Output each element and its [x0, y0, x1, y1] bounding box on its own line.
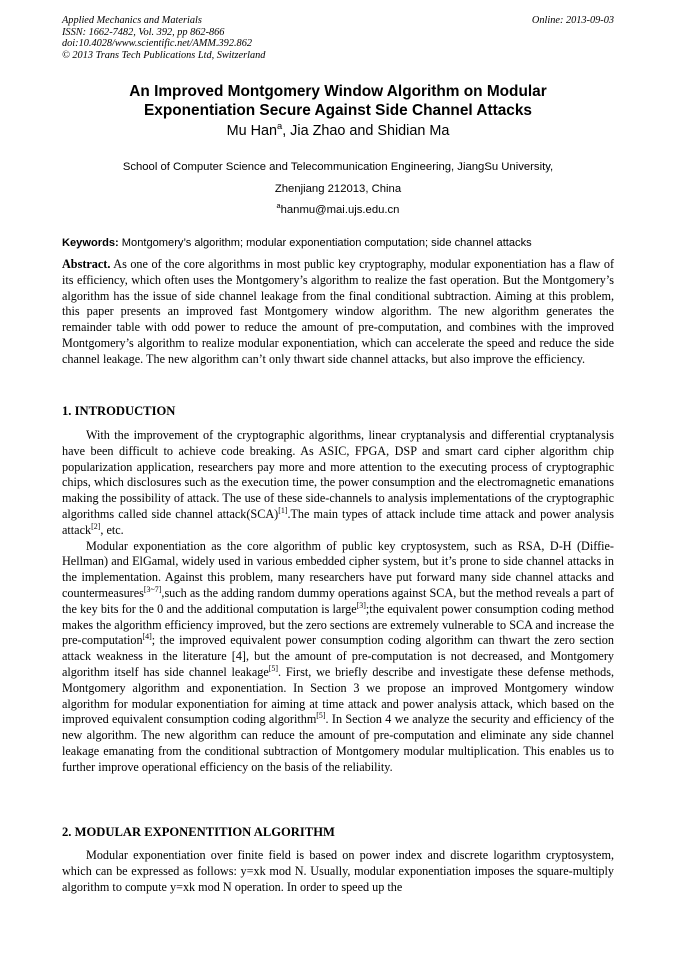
journal-name: Applied Mechanics and Materials [62, 15, 202, 26]
email-mark: a [276, 201, 281, 211]
intro-p2-text-c: ;the equivalent power consumption coding method makes the algorithm efficiency improved, but the zero sections are extremely vulnerable to SCA and increase the pre-computation [62, 601, 614, 648]
abstract [62, 257, 614, 368]
issn-line: ISSN: 1662-7482, Vol. 392, pp 862-866 [62, 26, 225, 38]
modular-exponentiation-body [62, 848, 614, 895]
citation-ref: [1] [278, 505, 288, 515]
intro-p2-text-f: . In Section 4 we analyze the security and efficiency of the new algorithm. The new algorithm can reduce the amount of pre-computation and eliminate any side channel leakage emanating from the conditional subtraction of Montgomery modular multiplication. This enables us to further improve operational efficiency on the basis of the reliability. [62, 712, 614, 774]
intro-paragraph-2 [62, 539, 614, 776]
online-date: Online: 2013-09-03 [531, 15, 614, 26]
section-heading-modular-exponentiation: 2. MODULAR EXPONENTITION ALGORITHM [62, 825, 335, 839]
citation-ref: [4] [142, 632, 152, 642]
affiliation-line-2: Zhenjiang 212013, China [274, 182, 402, 195]
intro-p1-text-b: .The main types of attack include time attack and power analysis attack [62, 506, 614, 537]
doi-line: doi:10.4028/www.scientific.net/AMM.392.862 [62, 38, 252, 50]
affiliation [62, 157, 614, 222]
citation-ref: [3~7] [143, 584, 162, 594]
intro-p2-text-b: ,such as the adding random dummy operations against SCA, but the method reveals a part of the key bits for the 0 and the additional computation is large [62, 585, 614, 616]
intro-p1-text-a: With the improvement of the cryptographic algorithms, linear cryptanalysis and differential cryptanalysis have been difficult to achieve code breaking. As ASIC, FPGA, DSP and smart card cipher algorithm chip popularization application, researchers pay more and more attention to the executing process of cryptographic chips, which disclosures such as the execution time, the power consumption and the electromagnetic emanations making the possibility of attack. The use of these side-channels to analysis implementations of the cryptographic algorithms called side channel attack(SCA) [62, 428, 614, 521]
intro-p2-text-d: ; the improved equivalent power consumption coding algorithm can thwart the zero section attack weakness in the literature [4], but the amount of pre-computation is not decreased, and Montgomery algorithm itself has side channel leakage [62, 633, 614, 679]
section2-paragraph-1: Modular exponentiation over finite field is based on power index and discrete logarithm cryptosystem, which can be expressed as follows: y=xk mod N. Usually, modular exponentiation imposes the square-multiply algorithm to compute y=xk mod N operation. In order to speed up the [62, 848, 614, 894]
citation-ref: [2] [91, 521, 101, 531]
section-heading-introduction: 1. INTRODUCTION [62, 404, 176, 418]
keywords-label: Keywords: [62, 237, 119, 249]
affiliation-line-1: School of Computer Science and Telecommunication Engineering, JiangSu University, [122, 161, 554, 173]
abstract-text: As one of the core algorithms in most public key cryptography, modular exponentiation has a flaw of its efficiency, which often uses the Montgomery’s algorithm to realize the fast operation. But the Montgomery’s algorithm has the issue of side channel leakage from the final conditional subtraction. Aiming at this problem, this paper presents an improved fast Montgomery window algorithm. The new algorithm generates the remainder table with odd power to reduce the amount of pre-computation, and combines with the improved Montgomery’s algorithm to realize modular exponentiation, which can accelerate the speed and reduce the side channel leakage. The new algorithm can’t only thwart side channel attacks, but also improve the efficiency. [62, 257, 614, 366]
author-first: Mu Han [226, 123, 277, 139]
copyright-line: © 2013 Trans Tech Publications Ltd, Switzerland [62, 49, 266, 61]
introduction-body [62, 428, 614, 776]
citation-ref: [3] [356, 600, 366, 610]
citation-ref: [5] [268, 663, 279, 673]
title-line-1: An Improved Montgomery Window Algorithm on Modular [129, 83, 547, 100]
keywords [62, 236, 622, 250]
author-email: hanmu@mai.ujs.edu.cn [280, 204, 400, 216]
title-line-2: Exponentiation Secure Against Side Channel Attacks [144, 102, 532, 119]
intro-paragraph-1 [62, 428, 614, 539]
citation-ref: [5] [316, 711, 326, 721]
author-affiliation-mark: a [276, 121, 283, 132]
journal-header [62, 15, 614, 61]
paper-title [62, 82, 614, 120]
abstract-label: Abstract. [62, 257, 111, 271]
author-others: , Jia Zhao and Shidian Ma [282, 123, 450, 139]
intro-p2-text-a: Modular exponentiation as the core algorithm of public key cryptosystem, such as RSA, D-H (Diffie-Hellman) and ElGamal, widely used in various embedded cipher system, but it’s prone to side channel attacks in the implementation. Against this problem, many researchers have put forward many side channel attacks and countermeasures [62, 538, 614, 600]
intro-p1-text-c: , etc. [100, 522, 124, 537]
keywords-text: Montgomery’s algorithm; modular exponentiation computation; side channel attacks [118, 237, 532, 249]
author-list [62, 122, 614, 140]
email-line [62, 200, 614, 222]
intro-p2-text-e: . First, we briefly describe and investigate these defense methods, Montgomery algorithm and exponentiation. In Section 3 we propose an improved Montgomery window algorithm for modular exponentiation for aiming at time attack and power analysis attack, which based on the improved equivalent consumption coding algorithm [62, 664, 614, 727]
